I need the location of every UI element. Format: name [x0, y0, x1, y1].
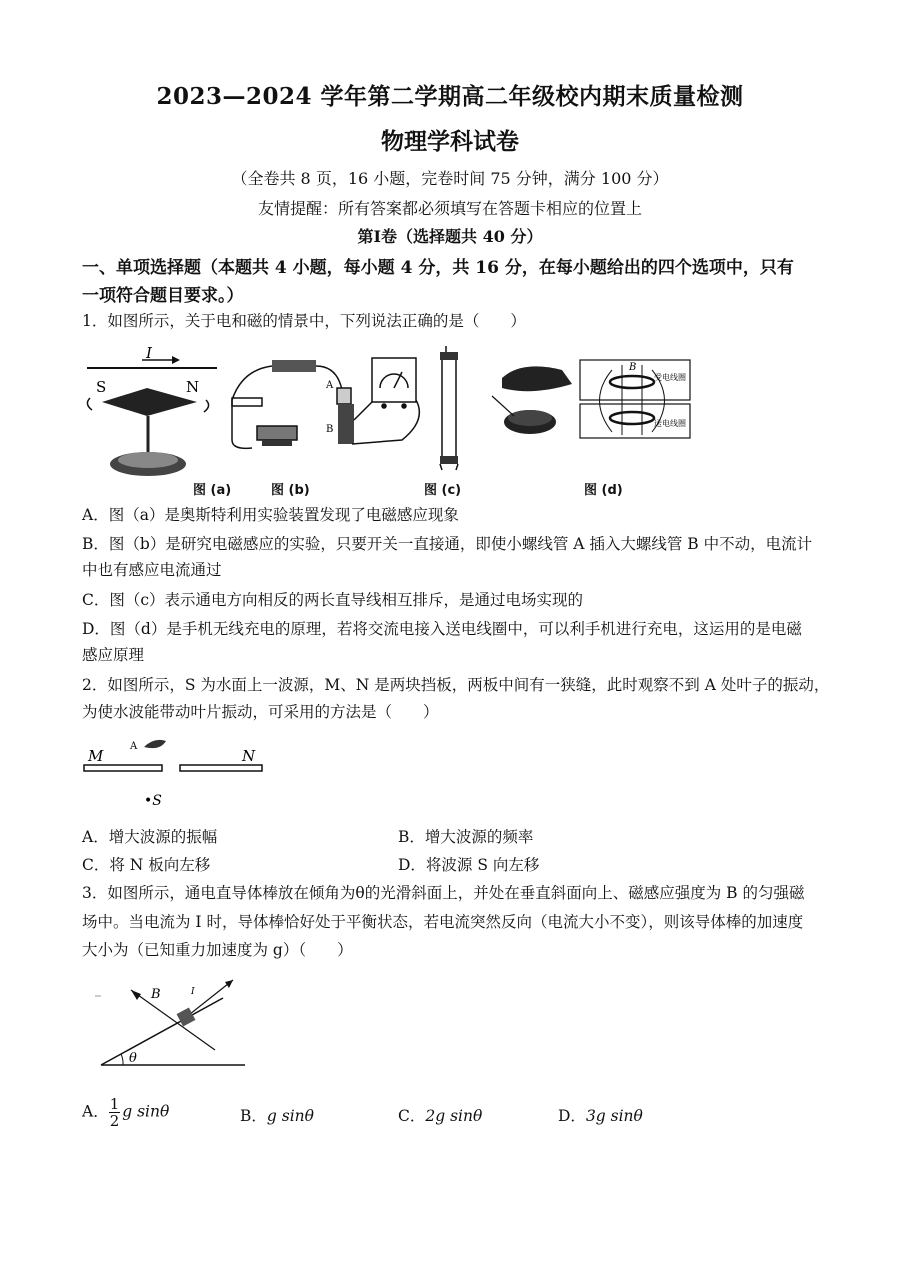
q3-option-a: [82, 1096, 169, 1129]
exam-info: （全卷共 8 页，16 小题，完卷时间 75 分钟，满分 100 分）: [231, 169, 669, 188]
figure-c: [440, 346, 458, 470]
q3-label-i: I: [191, 987, 195, 997]
section-heading-line2: 一项符合题目要求。）: [82, 286, 244, 306]
q1-option-b-cont: 中也有感应电流通过: [82, 561, 222, 579]
subject-title: 物理学科试卷: [381, 128, 519, 155]
fig-a-south-label: S: [96, 378, 107, 396]
q2-stem-line2: 为使水波能带动叶片振动，可采用的方法是（ ）: [82, 703, 439, 721]
fig-b-coil-b-label: B: [326, 424, 334, 435]
q1-stem: 1．如图所示，关于电和磁的情景中，下列说法正确的是（ ）: [82, 312, 526, 330]
q3-option-b: [240, 1104, 314, 1126]
part-title: 第Ⅰ卷（选择题共 40 分）: [357, 227, 543, 246]
q2-label-n: N: [242, 747, 256, 765]
q2-stem-line1: 2．如图所示，S 为水面上一波源，M、N 是两块挡板，两板中间有一狭缝，此时观察不到 A 处叶子的振动，: [82, 676, 830, 694]
figure-a: [87, 344, 217, 476]
q3-option-d: [558, 1104, 643, 1126]
q3-option-a-label: A．: [82, 1102, 109, 1121]
fig-caption-d: 图 (d): [584, 483, 623, 498]
fig-caption-a: 图 (a): [193, 483, 232, 498]
q3-option-b-label: B．: [240, 1107, 267, 1125]
q1-option-c: C．图（c）表示通电方向相反的两长直导线相互排斥，是通过电场实现的: [82, 591, 584, 609]
q3-option-d-label: D．: [558, 1107, 586, 1125]
q3-option-c-expr: 2g sinθ: [425, 1107, 483, 1125]
fig-d-send-coil-label: 送电线圈: [654, 419, 686, 428]
q2-option-b: B．增大波源的频率: [398, 828, 534, 846]
fig-d-field-label: B: [629, 362, 637, 373]
fig-d-recv-coil-label: 受电线圈: [654, 373, 686, 382]
q3-option-c: [398, 1104, 482, 1126]
q3-stem-line3: 大小为（已知重力加速度为 g）（ ）: [82, 941, 353, 959]
q3-option-c-label: C．: [398, 1107, 426, 1125]
q3-option-d-expr: 3g sinθ: [585, 1107, 643, 1125]
q2-label-a: A: [130, 741, 138, 752]
q2-option-d: D．将波源 S 向左移: [398, 856, 540, 874]
fig-caption-c: 图 (c): [424, 483, 462, 498]
q3-fraction-num: 1: [109, 1095, 120, 1113]
q3-fraction-den: 2: [109, 1112, 120, 1130]
q1-option-d: D．图（d）是手机无线充电的原理，若将交流电接入送电线圈中，可以利手机进行充电，这运用的是电磁: [82, 620, 802, 638]
section-heading-line1: 一、单项选择题（本题共 4 小题，每小题 4 分，共 16 分，在每小题给出的四个选项中，只有: [82, 258, 794, 278]
q1-figures: [82, 340, 702, 500]
q2-label-m: M: [88, 747, 104, 765]
q2-option-c: C．将 N 板向左移: [82, 856, 211, 874]
q3-fraction: [109, 1096, 121, 1129]
exam-title: 2023—2024 学年第二学期高二年级校内期末质量检测: [156, 83, 744, 110]
q1-option-d-cont: 感应原理: [82, 646, 145, 664]
q3-stem-line1: 3．如图所示，通电直导体棒放在倾角为θ的光滑斜面上，并处在垂直斜面向上、磁感应强度为 B 的匀强磁: [82, 884, 805, 902]
fig-a-north-label: N: [186, 378, 200, 396]
reminder: 友情提醒：所有答案都必须填写在答题卡相应的位置上: [257, 199, 642, 218]
q3-option-a-expr: g sinθ: [122, 1102, 170, 1121]
q1-option-a: A．图（a）是奥斯特利用实验装置发现了电磁感应现象: [82, 506, 459, 524]
q2-option-a: A．增大波源的振幅: [82, 828, 218, 846]
fig-a-current-label: I: [146, 344, 152, 362]
q3-label-b: B: [151, 987, 161, 1002]
q1-option-b: B．图（b）是研究电磁感应的实验，只要开关一直接通，即使小螺线管 A 插入大螺线管 B 中不动，电流计: [82, 535, 813, 553]
q2-figure: [82, 735, 282, 815]
q3-option-b-expr: g sinθ: [266, 1107, 314, 1125]
fig-b-coil-a-label: A: [326, 380, 334, 391]
fig-caption-b: 图 (b): [271, 483, 310, 498]
q2-label-s: •S: [144, 793, 162, 809]
q3-figure: [95, 970, 255, 1070]
q3-label-theta: θ: [129, 1051, 137, 1066]
q3-stem-line2: 场中。当电流为 I 时，导体棒恰好处于平衡状态，若电流突然反向（电流大小不变），则该导体棒的加速度: [82, 913, 804, 931]
